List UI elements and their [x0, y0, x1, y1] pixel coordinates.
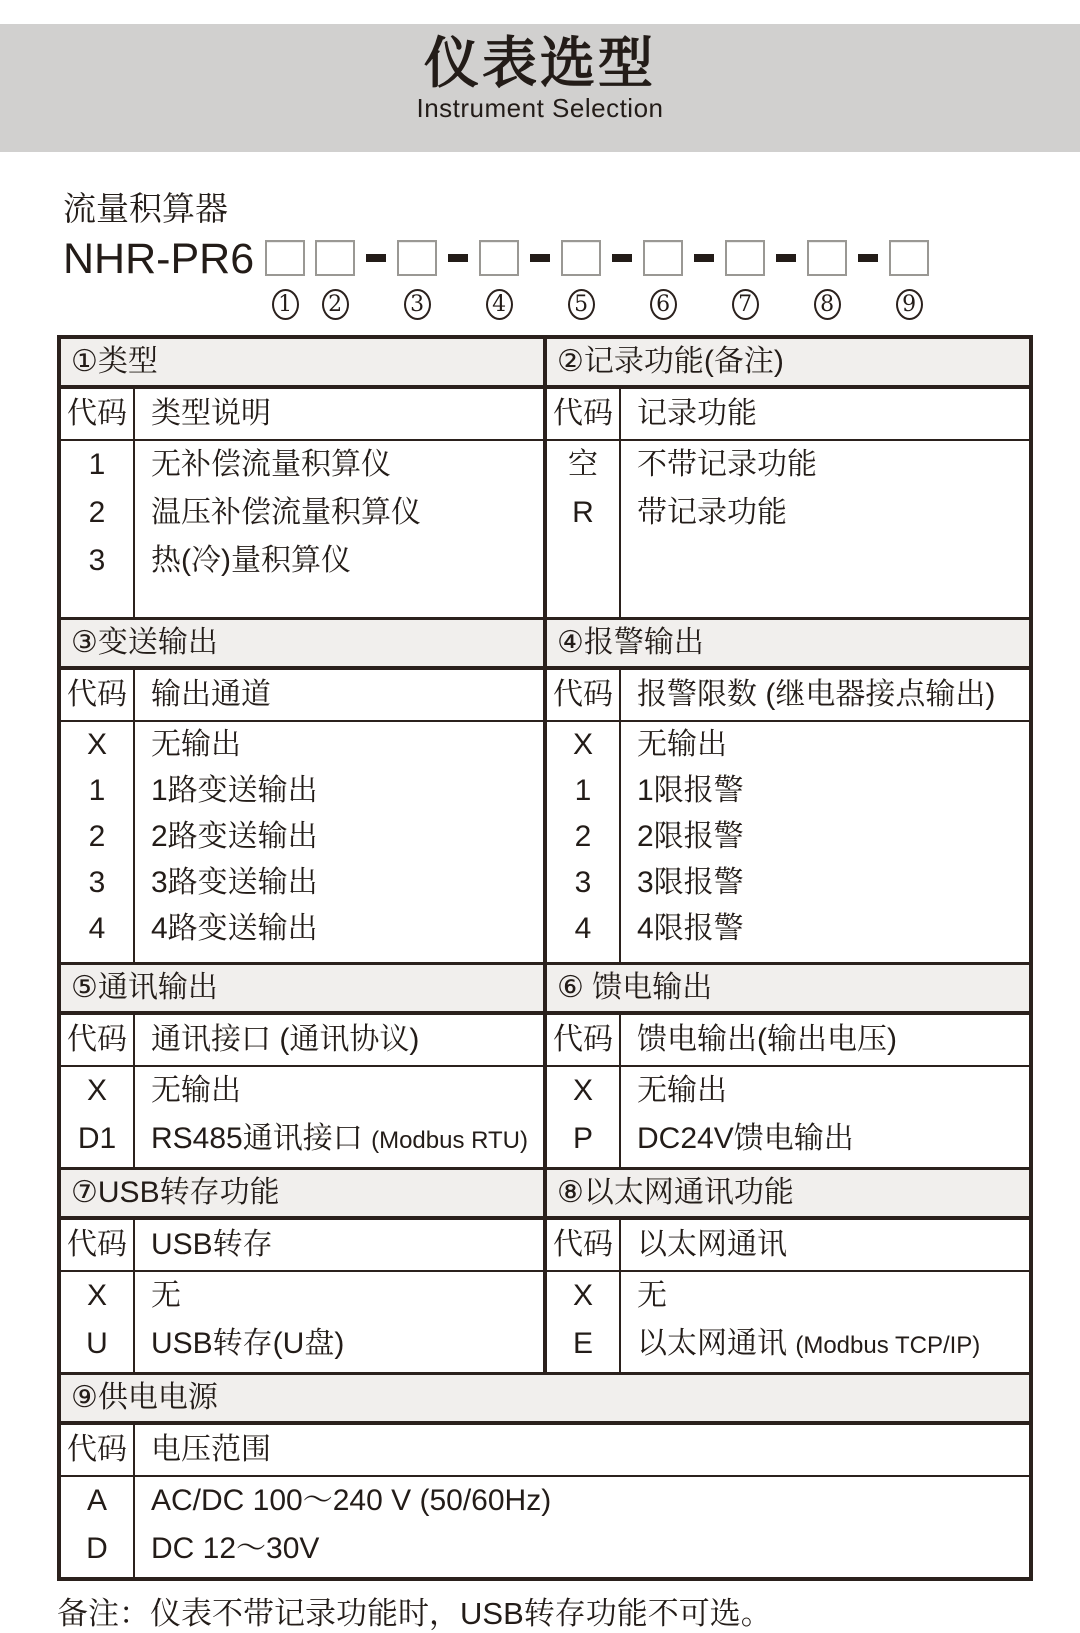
desc-column-header: 通讯接口 (通讯协议) [151, 1023, 420, 1056]
model-code-box [315, 240, 355, 276]
row-code: D [86, 1532, 108, 1565]
model-code-line [63, 235, 929, 320]
code-column-header: 代码 [61, 670, 135, 720]
dash-separator [694, 254, 714, 262]
code-cells [547, 1067, 621, 1167]
row-desc: 无输出 [151, 728, 241, 761]
row-desc: AC/DC 100～240 V (50/60Hz) [151, 1484, 552, 1517]
row-code: 1 [88, 448, 106, 481]
column-header-row [61, 670, 543, 722]
row-desc: 4限报警 [637, 912, 744, 945]
position-number: 6 [650, 289, 677, 320]
row-desc [135, 1115, 543, 1163]
column-header-row [547, 389, 1029, 441]
model-code-slot [889, 240, 929, 320]
row-code: P [572, 1122, 593, 1155]
model-code-slot [265, 240, 305, 320]
row-desc: 3路变送输出 [151, 866, 318, 899]
model-code-box [889, 240, 929, 276]
code-column-header: 代码 [61, 1425, 135, 1475]
section-body [61, 1272, 543, 1372]
row-desc: 3限报警 [637, 866, 744, 899]
row-desc: 不带记录功能 [637, 448, 817, 481]
page-banner [0, 24, 1080, 152]
desc-cells [621, 441, 1029, 617]
model-code-box [479, 240, 519, 276]
model-code-slot [643, 240, 683, 320]
code-cells [547, 722, 621, 962]
row-code: R [572, 496, 594, 529]
row-desc-suffix: (Modbus TCP/IP) [795, 1332, 981, 1359]
code-cells [547, 441, 621, 617]
model-prefix: NHR-PR6 [63, 235, 255, 283]
row-code: 空 [568, 448, 598, 481]
table-band-1 [61, 339, 1029, 617]
row-code: 2 [88, 496, 106, 529]
model-code-box [643, 240, 683, 276]
dash-separator [776, 254, 796, 262]
section-title: ⑦USB转存功能 [61, 1170, 543, 1220]
code-column-header: 代码 [547, 1015, 621, 1065]
row-desc: DC 12～30V [151, 1532, 320, 1565]
row-code: X [86, 728, 107, 761]
section-body [547, 1272, 1029, 1372]
section-body [547, 441, 1029, 617]
dash-separator [612, 254, 632, 262]
row-desc: 1路变送输出 [151, 774, 318, 807]
model-code-slot [725, 240, 765, 320]
section-title: ①类型 [61, 339, 543, 389]
section-usb-transfer [61, 1170, 543, 1372]
row-code: E [572, 1327, 593, 1360]
table-band-5 [61, 1372, 1029, 1577]
row-code: X [86, 1074, 107, 1107]
product-name: 流量积算器 [63, 190, 228, 227]
position-number: 2 [322, 289, 349, 320]
section-title: ⑤通讯输出 [61, 965, 543, 1015]
model-code-box [397, 240, 437, 276]
row-desc: 无补偿流量积算仪 [151, 448, 391, 481]
section-title: ②记录功能(备注) [547, 339, 1029, 389]
row-desc [621, 1320, 1029, 1368]
code-column-header: 代码 [61, 389, 135, 439]
row-code: U [86, 1327, 108, 1360]
section-comm-output [61, 965, 543, 1167]
row-desc-suffix: (Modbus RTU) [371, 1127, 529, 1154]
section-body [61, 441, 543, 617]
position-number: 5 [568, 289, 595, 320]
row-code: 2 [88, 820, 106, 853]
code-column-header: 代码 [61, 1220, 135, 1270]
page-subtitle: Instrument Selection [416, 93, 664, 123]
column-header-row [547, 670, 1029, 722]
row-code: 4 [88, 912, 106, 945]
model-code-box [725, 240, 765, 276]
desc-column-header: 记录功能 [637, 397, 757, 430]
code-cells [547, 1272, 621, 1372]
section-transmit-output [61, 620, 543, 962]
column-header-row [547, 1015, 1029, 1067]
row-code: A [86, 1484, 107, 1517]
model-code-slot [315, 240, 355, 320]
desc-cells [135, 1477, 1029, 1577]
section-title: ⑧以太网通讯功能 [547, 1170, 1029, 1220]
column-header-row [61, 1220, 543, 1272]
row-code: 3 [88, 544, 106, 577]
desc-column-header: USB转存 [151, 1228, 273, 1261]
table-band-2 [61, 617, 1029, 962]
code-column-header: 代码 [547, 670, 621, 720]
row-desc: 无输出 [151, 1074, 241, 1107]
section-body [61, 722, 543, 962]
model-code-box [561, 240, 601, 276]
row-desc-text: RS485通讯接口 [151, 1122, 363, 1155]
section-title: ⑨供电电源 [61, 1375, 1029, 1425]
row-desc: DC24V馈电输出 [637, 1122, 854, 1155]
section-body [547, 1067, 1029, 1167]
desc-column-header: 报警限数 (继电器接点输出) [637, 678, 996, 711]
model-code-slot [479, 240, 519, 320]
code-cells [61, 1477, 135, 1577]
column-header-row [61, 1425, 1029, 1477]
model-code-box [265, 240, 305, 276]
code-column-header: 代码 [61, 1015, 135, 1065]
model-code-slots [265, 240, 929, 320]
code-cells [61, 441, 135, 617]
code-cells [61, 722, 135, 962]
code-column-header: 代码 [547, 389, 621, 439]
row-code: 1 [574, 774, 592, 807]
position-number: 8 [814, 289, 841, 320]
model-code-box [807, 240, 847, 276]
row-desc: 无输出 [637, 728, 727, 761]
row-desc: 无 [637, 1279, 667, 1312]
row-code: 3 [88, 866, 106, 899]
desc-cells [135, 722, 543, 962]
code-cells [61, 1067, 135, 1167]
section-record-function [543, 339, 1029, 617]
desc-cells [621, 1067, 1029, 1167]
row-code: X [86, 1279, 107, 1312]
desc-cells [135, 1272, 543, 1372]
section-title: ④报警输出 [547, 620, 1029, 670]
row-desc: 温压补偿流量积算仪 [151, 496, 421, 529]
row-desc: 4路变送输出 [151, 912, 318, 945]
section-title: ⑥ 馈电输出 [547, 965, 1029, 1015]
row-code: 4 [574, 912, 592, 945]
row-code: 1 [88, 774, 106, 807]
desc-column-header: 以太网通讯 [637, 1228, 787, 1261]
row-desc: 带记录功能 [637, 496, 787, 529]
section-title: ③变送输出 [61, 620, 543, 670]
position-number: 9 [896, 289, 923, 320]
desc-column-header: 电压范围 [151, 1433, 271, 1466]
page-title: 仪表选型 [423, 32, 656, 94]
column-header-row [547, 1220, 1029, 1272]
row-code: X [572, 728, 593, 761]
position-number: 3 [404, 289, 431, 320]
row-desc: 无输出 [637, 1074, 727, 1107]
code-cells [61, 1272, 135, 1372]
section-body [61, 1477, 1029, 1577]
model-code-slot [397, 240, 437, 320]
dash-separator [530, 254, 550, 262]
desc-cells [621, 722, 1029, 962]
model-code-slot [807, 240, 847, 320]
column-header-row [61, 389, 543, 441]
selection-table [57, 335, 1033, 1581]
row-code: 2 [574, 820, 592, 853]
desc-cells [135, 1067, 543, 1167]
row-code: X [572, 1279, 593, 1312]
row-desc-text: 以太网通讯 [637, 1327, 787, 1360]
table-band-4 [61, 1167, 1029, 1372]
row-desc: 热(冷)量积算仪 [151, 544, 351, 577]
desc-column-header: 输出通道 [151, 678, 271, 711]
section-ethernet-comm [543, 1170, 1029, 1372]
row-code: 3 [574, 866, 592, 899]
dash-separator [366, 254, 386, 262]
table-band-3 [61, 962, 1029, 1167]
section-body [61, 1067, 543, 1167]
row-desc: 2路变送输出 [151, 820, 318, 853]
desc-column-header: 馈电输出(输出电压) [637, 1023, 897, 1056]
section-feed-output [543, 965, 1029, 1167]
section-alarm-output [543, 620, 1029, 962]
row-desc: USB转存(U盘) [151, 1327, 345, 1360]
row-desc: 2限报警 [637, 820, 744, 853]
position-number: 1 [272, 289, 299, 320]
row-desc: 1限报警 [637, 774, 744, 807]
row-desc: 无 [151, 1279, 181, 1312]
model-code-slot [561, 240, 601, 320]
footnote: 备注：仪表不带记录功能时，USB转存功能不可选。 [57, 1596, 772, 1631]
desc-cells [621, 1272, 1029, 1372]
dash-separator [858, 254, 878, 262]
desc-cells [135, 441, 543, 617]
section-body [547, 722, 1029, 962]
row-code: X [572, 1074, 593, 1107]
code-column-header: 代码 [547, 1220, 621, 1270]
row-code: D1 [77, 1122, 117, 1155]
column-header-row [61, 1015, 543, 1067]
desc-column-header: 类型说明 [151, 397, 271, 430]
section-power-supply [61, 1375, 1029, 1577]
position-number: 4 [486, 289, 513, 320]
section-type [61, 339, 543, 617]
dash-separator [448, 254, 468, 262]
position-number: 7 [732, 289, 759, 320]
